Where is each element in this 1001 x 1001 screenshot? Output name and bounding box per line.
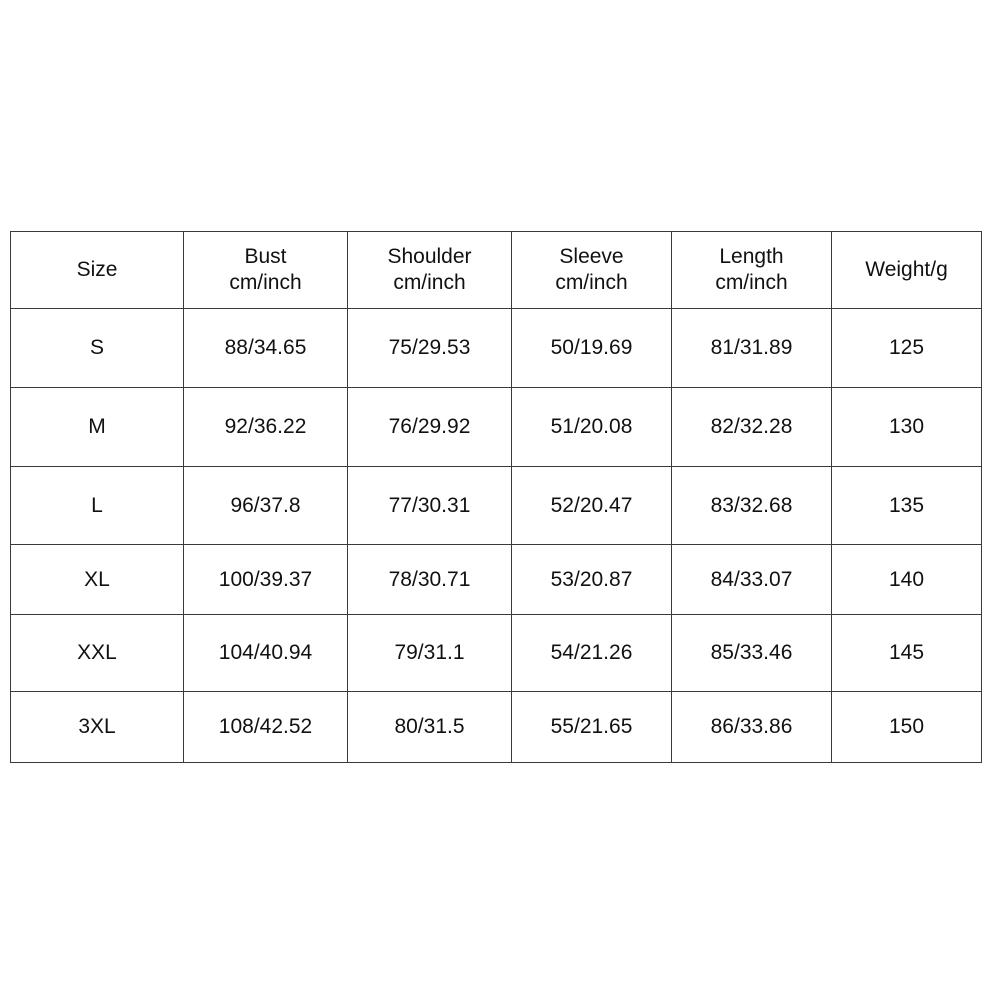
cell-bust: 92/36.22 (184, 388, 348, 467)
cell-size: XL (11, 545, 184, 615)
cell-bust: 104/40.94 (184, 615, 348, 692)
cell-size: M (11, 388, 184, 467)
cell-shoulder: 78/30.71 (348, 545, 512, 615)
table-row (11, 545, 982, 615)
cell-bust: 96/37.8 (184, 467, 348, 545)
header-size-label: Size (76, 258, 118, 281)
cell-shoulder: 77/30.31 (348, 467, 512, 545)
table-row (11, 467, 982, 545)
cell-length: 84/33.07 (672, 545, 832, 615)
cell-length: 83/32.68 (672, 467, 832, 545)
cell-bust: 88/34.65 (184, 309, 348, 388)
cell-bust: 108/42.52 (184, 692, 348, 763)
cell-weight: 130 (832, 388, 982, 467)
header-weight-label: Weight/g (865, 258, 948, 281)
header-shoulder (348, 232, 512, 309)
cell-sleeve: 53/20.87 (512, 545, 672, 615)
cell-length: 86/33.86 (672, 692, 832, 763)
cell-size: 3XL (11, 692, 184, 763)
cell-length: 81/31.89 (672, 309, 832, 388)
header-bust (184, 232, 348, 309)
cell-weight: 125 (832, 309, 982, 388)
header-bust-label: Bust (244, 245, 287, 268)
size-chart-table (10, 231, 982, 763)
cell-sleeve: 52/20.47 (512, 467, 672, 545)
header-shoulder-unit: cm/inch (393, 271, 466, 294)
header-length-unit: cm/inch (715, 271, 788, 294)
cell-sleeve: 55/21.65 (512, 692, 672, 763)
cell-sleeve: 51/20.08 (512, 388, 672, 467)
cell-length: 85/33.46 (672, 615, 832, 692)
header-length-label: Length (719, 245, 784, 268)
cell-size: XXL (11, 615, 184, 692)
header-shoulder-label: Shoulder (387, 245, 472, 268)
table-row (11, 388, 982, 467)
header-sleeve-unit: cm/inch (555, 271, 628, 294)
cell-shoulder: 79/31.1 (348, 615, 512, 692)
table-header-row (11, 232, 982, 309)
table-row (11, 615, 982, 692)
cell-shoulder: 76/29.92 (348, 388, 512, 467)
header-weight (832, 232, 982, 309)
header-length (672, 232, 832, 309)
table-row (11, 309, 982, 388)
header-bust-unit: cm/inch (229, 271, 302, 294)
header-size (11, 232, 184, 309)
header-sleeve-label: Sleeve (559, 245, 624, 268)
cell-weight: 135 (832, 467, 982, 545)
cell-length: 82/32.28 (672, 388, 832, 467)
cell-sleeve: 50/19.69 (512, 309, 672, 388)
cell-shoulder: 75/29.53 (348, 309, 512, 388)
cell-weight: 150 (832, 692, 982, 763)
cell-shoulder: 80/31.5 (348, 692, 512, 763)
cell-size: L (11, 467, 184, 545)
cell-sleeve: 54/21.26 (512, 615, 672, 692)
header-sleeve (512, 232, 672, 309)
cell-weight: 140 (832, 545, 982, 615)
cell-bust: 100/39.37 (184, 545, 348, 615)
cell-size: S (11, 309, 184, 388)
table-row (11, 692, 982, 763)
cell-weight: 145 (832, 615, 982, 692)
